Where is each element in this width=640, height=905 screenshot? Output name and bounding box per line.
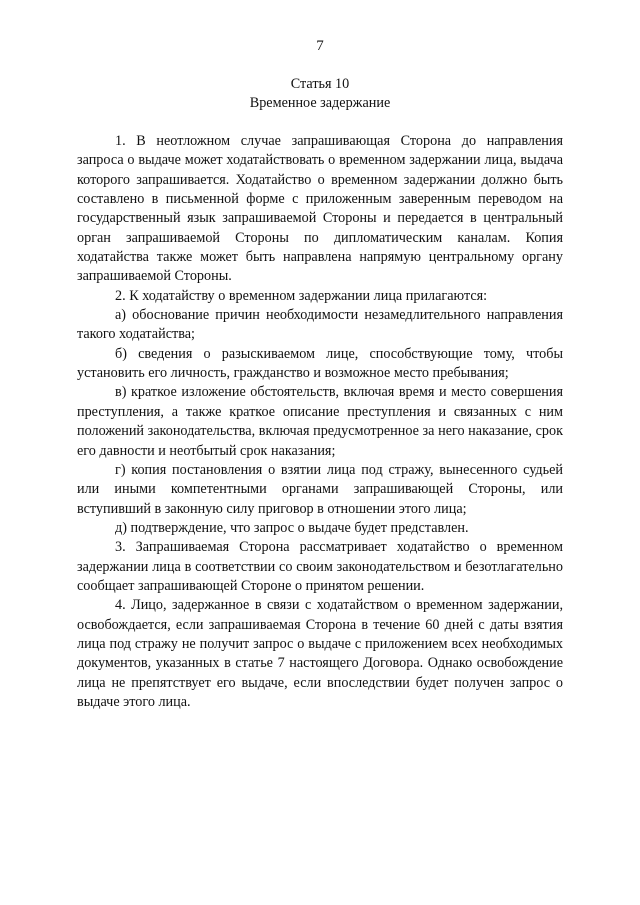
paragraph-2: 2. К ходатайству о временном задержании лица прилагаются: (115, 287, 488, 304)
article-heading (0, 75, 640, 113)
paragraph-3: 3. Запрашиваемая Сторона рассматривает ходатайство о временном задержании лица в соответствии со своим законодательством и безотлагательно сообщает запрашивающей Стороне о принятом решении. (77, 539, 563, 594)
paragraph-4: 4. Лицо, задержанное в связи с ходатайством о временном задержании, освобождается, если запрашиваемая Сторона в течение 60 дней с даты взятия лица под стражу не получит запрос о выдаче с приложением всех необходимых документов, указанных в статье 7 настоящего Договора. Однако освобождение лица не препятствует его выдаче, если впоследствии будет получен запрос о выдаче этого лица. (77, 597, 563, 710)
list-item-e: д) подтверждение, что запрос о выдаче будет представлен. (115, 519, 469, 536)
list-item-c: в) краткое изложение обстоятельств, включая время и место совершения преступления, а также краткое описание преступления и связанных с ним положений законодательства, включая предусмотренное за него наказание, срок его давности и неотбытый срок наказания; (77, 384, 563, 459)
paragraph-1: 1. В неотложном случае запрашивающая Сторона до направления запроса о выдаче может ходатайствовать о временном задержании лица, выдача которого запрашивается. Ходатайство о временном задержании должно быть составлено в письменной форме с приложенным заверенным переводом на государственный язык запрашиваемой Стороны и передается в центральный орган запрашиваемой Стороны по дипломатическим каналам. Копия ходатайства также может быть направлена напрямую центральному органу запрашиваемой Стороны. (77, 133, 563, 285)
list-item-a: а) обоснование причин необходимости незамедлительного направления такого ходатайства; (77, 307, 563, 343)
article-subtitle: Временное задержание (249, 95, 391, 111)
list-item-b: б) сведения о разыскиваемом лице, способствующие тому, чтобы установить его личность, гражданство и возможное место пребывания; (77, 345, 563, 382)
page-number: 7 (316, 38, 324, 54)
list-item-d: г) копия постановления о взятии лица под стражу, вынесенного судьей или иными компетентными органами запрашивающей Стороны, или вступивший в законную силу приговор в отношении этого лица; (77, 461, 563, 517)
article-body (77, 132, 563, 712)
article-title: Статья 10 (290, 76, 350, 92)
